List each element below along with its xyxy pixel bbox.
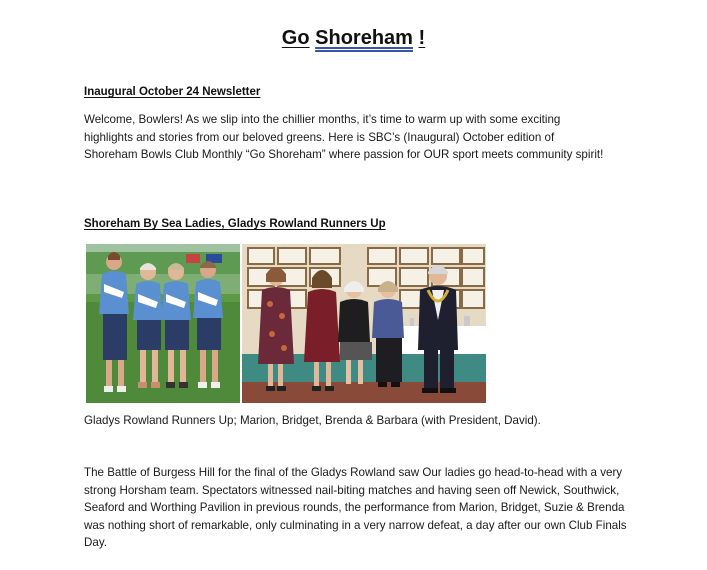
photo-team-on-green (86, 244, 240, 403)
title-exclamation: ! (418, 27, 426, 49)
edition-heading: Inaugural October 24 Newsletter (84, 86, 261, 98)
intro-paragraph: Welcome, Bowlers! As we slip into the chillier months, it’s time to warm up with some exciting highlights and stories from our beloved greens. Here is SBC’s (Inaugural) October edition of Shoreham Bowls Club Monthly “Go Shoreham” where passion for OUR sport meets community spirit! (84, 113, 604, 162)
article-body: The Battle of Burgess Hill for the final of the Gladys Rowland saw Our ladies go head-to-head with a very strong Horsham team. Spectators witnessed nail-biting matches and having seen off Newick, Southwick, Seaford and Worthing Pavilion in previous rounds, the performance from Marion, Bridget, Suzie & Brenda was nothing short of remarkable, only culminating in a very narrow defeat, a day after our own Club Finals Day. (84, 466, 627, 550)
title-shoreham: Shoreham (315, 27, 413, 49)
page-title (0, 27, 707, 50)
photo-trophy-presentation (242, 244, 486, 403)
article-heading: Shoreham By Sea Ladies, Gladys Rowland Runners Up (84, 218, 386, 230)
title-go: Go (281, 27, 310, 49)
photo-caption: Gladys Rowland Runners Up; Marion, Bridget, Brenda & Barbara (with President, David). (84, 414, 541, 427)
